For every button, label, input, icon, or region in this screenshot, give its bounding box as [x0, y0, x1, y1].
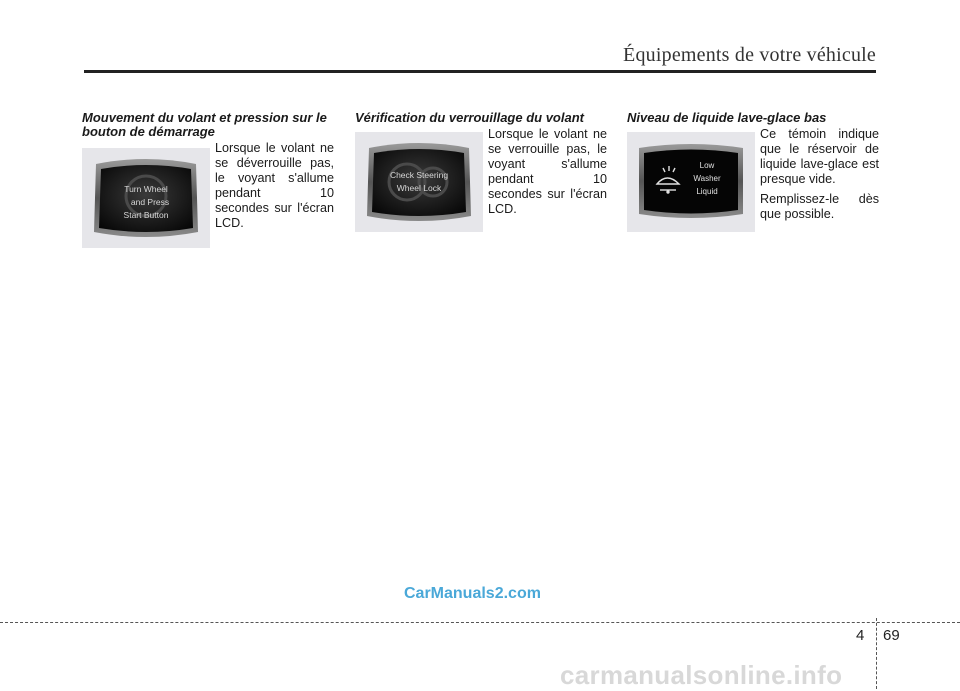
- section-body: [215, 141, 334, 231]
- footer-divider: [876, 618, 877, 689]
- lcd-display-image: [82, 148, 210, 248]
- section-title: Mouvement du volant et pression sur le bouton de démarrage: [82, 110, 327, 139]
- page-number: 69: [883, 627, 900, 644]
- section-steering-lock: [355, 111, 607, 222]
- lcd-display-image: [355, 132, 483, 232]
- section-title: Niveau de liquide lave-glace bas: [627, 110, 827, 125]
- lcd-text-line: Low: [699, 161, 715, 170]
- chapter-number: 4: [856, 627, 865, 644]
- lcd-text-line: Washer: [693, 174, 721, 183]
- lcd-display-image: [627, 132, 755, 232]
- lcd-text-line: and Press: [130, 197, 170, 207]
- lcd-text-line: Turn Wheel: [124, 184, 168, 194]
- section-turn-wheel: [82, 111, 334, 236]
- site-logo-link[interactable]: CarManuals2.com: [404, 585, 541, 602]
- body-paragraph: Lorsque le volant ne se verrouille pas, le voyant s'allume pendant 10 secondes sur l'écran LCD.: [488, 127, 607, 216]
- lcd-text-line: Liquid: [696, 187, 718, 196]
- section-body: [488, 127, 607, 217]
- lcd-text-line: Start Button: [123, 210, 169, 220]
- body-paragraph: Ce témoin indique que le réservoir de liquide lave-glace est presque vide.: [760, 127, 879, 186]
- body-paragraph: Lorsque le volant ne se déverrouille pas, le voyant s'allume pendant 10 secondes sur l'écran LCD.: [215, 141, 334, 230]
- page-header-title: Équipements de votre véhicule: [623, 44, 876, 66]
- section-body: [760, 127, 879, 222]
- footer-rule: [0, 622, 960, 623]
- section-washer-liquid: [627, 111, 879, 227]
- lcd-text-line: Wheel Lock: [396, 183, 442, 193]
- lcd-text-line: Check Steering: [389, 170, 449, 180]
- body-paragraph: Remplissez-le dès que possible.: [760, 192, 879, 221]
- watermark: carmanualsonline.info: [560, 660, 843, 690]
- section-title: Vérification du verrouillage du volant: [355, 110, 584, 125]
- header-rule: [84, 70, 876, 73]
